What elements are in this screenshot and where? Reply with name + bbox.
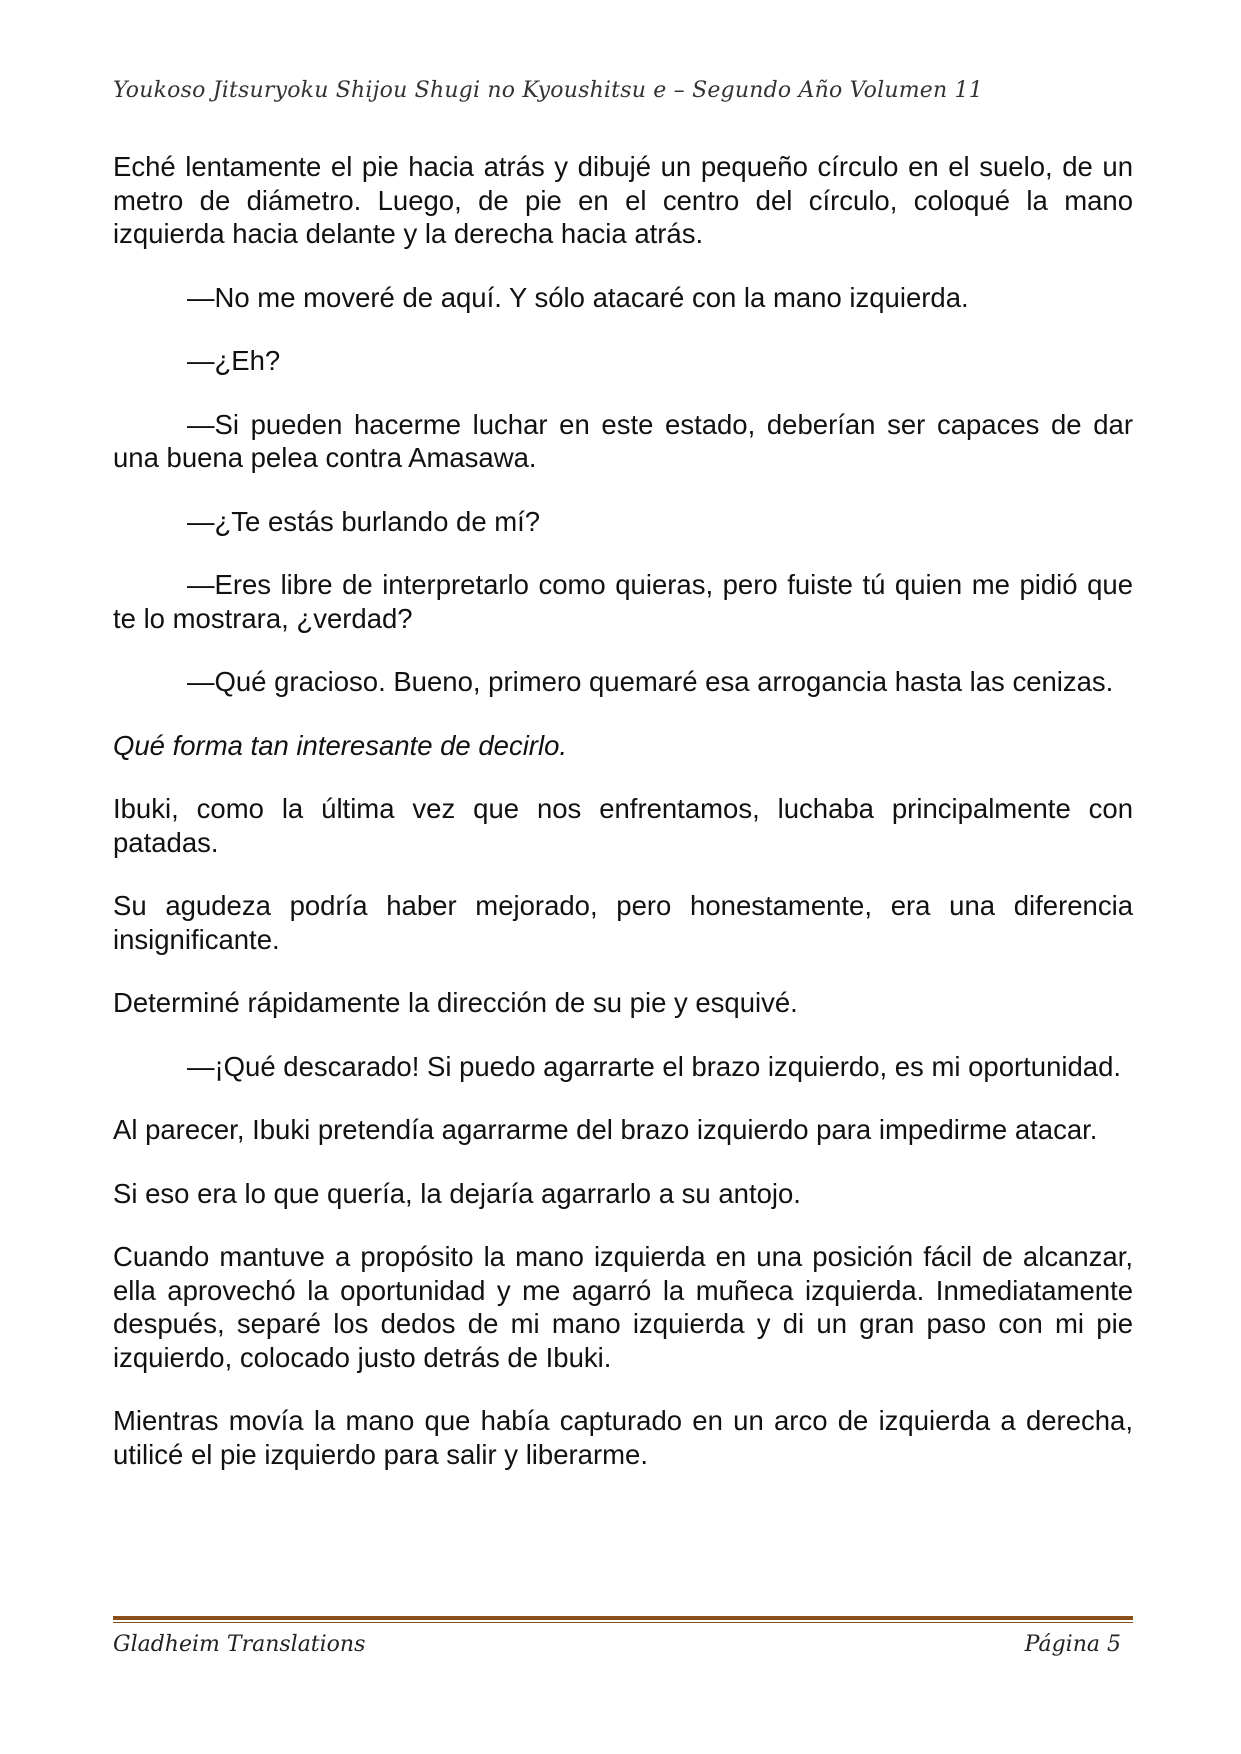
page-header-title: Youkoso Jitsuryoku Shijou Shugi no Kyoushitsu e – Segundo Año Volumen 11 — [113, 78, 983, 103]
document-body — [113, 150, 1133, 1501]
paragraph-3: Su agudeza podría haber mejorado, pero honestamente, era una diferencia insignificante. — [113, 890, 1133, 955]
footer-divider-thick — [113, 1616, 1133, 1620]
paragraph-2: Ibuki, como la última vez que nos enfrentamos, luchaba principalmente con patadas. — [113, 793, 1133, 858]
paragraph-4: Determiné rápidamente la dirección de su pie y esquivé. — [113, 987, 798, 1018]
footer-divider-thin — [113, 1622, 1133, 1623]
paragraph-6: Si eso era lo que quería, la dejaría agarrarlo a su antojo. — [113, 1177, 801, 1209]
dialogue-line-3: —Si pueden hacerme luchar en este estado, deberían ser capaces de dar una buena pelea contra Amasawa. — [113, 408, 1133, 473]
dialogue-line-7: —¡Qué descarado! Si puedo agarrarte el brazo izquierdo, es mi oportunidad. — [187, 1050, 1122, 1082]
footer-divider — [113, 1616, 1133, 1623]
paragraph-1: Eché lentamente el pie hacia atrás y dibujé un pequeño círculo en el suelo, de un metro de diámetro. Luego, de pie en el centro del círculo, coloqué la mano izquierda hacia delante y la derecha hacia atrás. — [113, 151, 1133, 249]
footer-page-number: Página 5 — [1024, 1632, 1121, 1657]
dialogue-line-2: —¿Eh? — [187, 345, 281, 376]
paragraph-7: Cuando mantuve a propósito la mano izquierda en una posición fácil de alcanzar, ella aprovechó la oportunidad y me agarró la muñeca izquierda. Inmediatamente después, separé los dedos de mi mano izquierda y di un gran paso con mi pie izquierdo, colocado justo detrás de Ibuki. — [113, 1241, 1133, 1373]
paragraph-8: Mientras movía la mano que había capturado en un arco de izquierda a derecha, utilicé el pie izquierdo para salir y liberarme. — [113, 1405, 1133, 1470]
dialogue-line-1: —No me moveré de aquí. Y sólo atacaré con la mano izquierda. — [187, 281, 969, 313]
footer-translator: Gladheim Translations — [113, 1632, 366, 1657]
dialogue-line-4: —¿Te estás burlando de mí? — [187, 505, 541, 537]
dialogue-line-5: —Eres libre de interpretarlo como quieras, pero fuiste tú quien me pidió que te lo mostrara, ¿verdad? — [113, 569, 1133, 634]
dialogue-line-6: —Qué gracioso. Bueno, primero quemaré esa arrogancia hasta las cenizas. — [187, 666, 1114, 697]
paragraph-5: Al parecer, Ibuki pretendía agarrarme del brazo izquierdo para impedirme atacar. — [113, 1114, 1098, 1145]
italic-thought: Qué forma tan interesante de decirlo. — [113, 729, 568, 761]
